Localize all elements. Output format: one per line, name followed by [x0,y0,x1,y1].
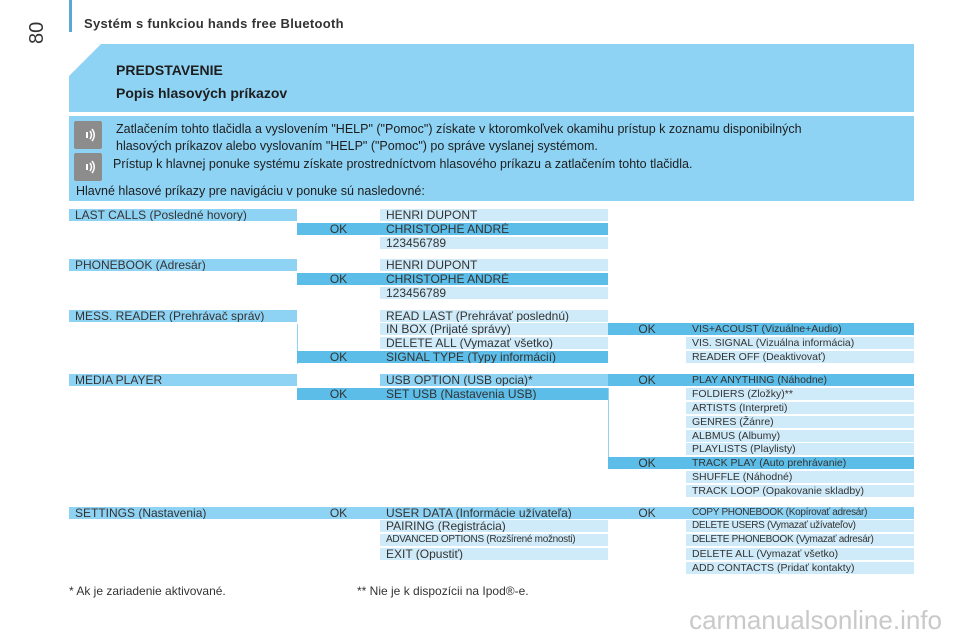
ok-label: OK [297,507,380,519]
menu-access-text: Prístup k hlavnej ponuke systému získate prostredníctvom hlasového príkazu a zatlačením tohto tlačidla. [113,157,693,171]
submenu-item: PLAYLISTS (Playlisty) [686,443,914,455]
menu-settings: SETTINGS (Nastavenia) [69,507,297,519]
submenu-item: FOLDIERS (Zložky)** [686,388,914,400]
page-header-title: Systém s funkciou hands free Bluetooth [84,16,344,31]
submenu-item: COPY PHONEBOOK (Kopírovať adresár) [686,507,914,519]
submenu-item: PLAY ANYTHING (Náhodne) [686,374,914,386]
help-text-line: Zatlačením tohto tlačidla a vyslovením "HELP" ("Pomoc") získate v ktoromkoľvek okamihu prístup k zoznamu disponibilných [116,122,802,136]
menu-mess-reader: MESS. READER (Prehrávač správ) [69,310,297,322]
section-banner [69,44,914,112]
submenu-item: ADD CONTACTS (Pridať kontakty) [686,562,914,574]
menu-item: CHRISTOPHE ANDRÉ [380,273,608,285]
section-title: PREDSTAVENIE [116,62,223,78]
section-subtitle: Popis hlasových príkazov [116,85,288,101]
voice-command-icon [74,153,102,181]
submenu-item: SHUFFLE (Náhodné) [686,471,914,483]
menu-item: USB OPTION (USB opcia)* [380,374,608,386]
intro-text: Hlavné hlasové príkazy pre navigáciu v ponuke sú nasledovné: [76,184,425,198]
menu-item: IN BOX (Prijaté správy) [380,323,608,335]
menu-phonebook: PHONEBOOK (Adresár) [69,259,297,271]
menu-item: 123456789 [380,237,608,249]
menu-item: SIGNAL TYPE (Typy informácií) [380,351,608,363]
ok-label: OK [297,223,380,235]
submenu-item: TRACK PLAY (Auto prehrávanie) [686,457,914,469]
connector-line [608,388,609,468]
page-number: 80 [26,21,48,44]
footnote-single: * Ak je zariadenie aktivované. [69,584,226,598]
menu-last-calls: LAST CALLS (Posledné hovory) [69,209,297,221]
ok-label: OK [297,388,380,400]
submenu-item: DELETE ALL (Vymazať všetko) [686,548,914,560]
submenu-item: READER OFF (Deaktivovať) [686,351,914,363]
submenu-item: ARTISTS (Interpreti) [686,402,914,414]
menu-item: USER DATA (Informácie užívateľa) [380,507,608,519]
ok-label: OK [608,374,686,386]
watermark: carmanualsonline.info [689,605,942,635]
menu-item: READ LAST (Prehrávať poslednú) [380,310,608,322]
help-text-line: hlasových príkazov alebo vyslovaním "HELP" ("Pomoc") po správe vyslanej systémom. [116,139,598,153]
menu-item: HENRI DUPONT [380,259,608,271]
submenu-item: DELETE USERS (Vymazať užívateľov) [686,520,914,532]
menu-item: SET USB (Nastavenia USB) [380,388,608,400]
submenu-item: GENRES (Žánre) [686,416,914,428]
menu-item: PAIRING (Registrácia) [380,520,608,532]
menu-item: EXIT (Opustiť) [380,548,608,560]
ok-label: OK [608,457,686,469]
menu-item: ADVANCED OPTIONS (Rozšírené možnosti) [380,534,608,546]
submenu-item: DELETE PHONEBOOK (Vymazať adresár) [686,534,914,546]
submenu-item: VIS+ACOUST (Vizuálne+Audio) [686,323,914,335]
menu-item: 123456789 [380,287,608,299]
submenu-item: TRACK LOOP (Opakovanie skladby) [686,485,914,497]
ok-label: OK [297,273,380,285]
voice-command-icon [74,121,102,149]
footnote-double: ** Nie je k dispozícii na Ipod®-e. [357,584,529,598]
menu-item: CHRISTOPHE ANDRÉ [380,223,608,235]
menu-item: HENRI DUPONT [380,209,608,221]
menu-media-player: MEDIA PLAYER [69,374,297,386]
submenu-item: VIS. SIGNAL (Vizuálna informácia) [686,337,914,349]
header-accent-line [69,0,72,32]
menu-item: DELETE ALL (Vymazať všetko) [380,337,608,349]
ok-label: OK [297,351,380,363]
ok-label: OK [608,507,686,519]
submenu-item: ALBMUS (Albumy) [686,430,914,442]
ok-label: OK [608,323,686,335]
